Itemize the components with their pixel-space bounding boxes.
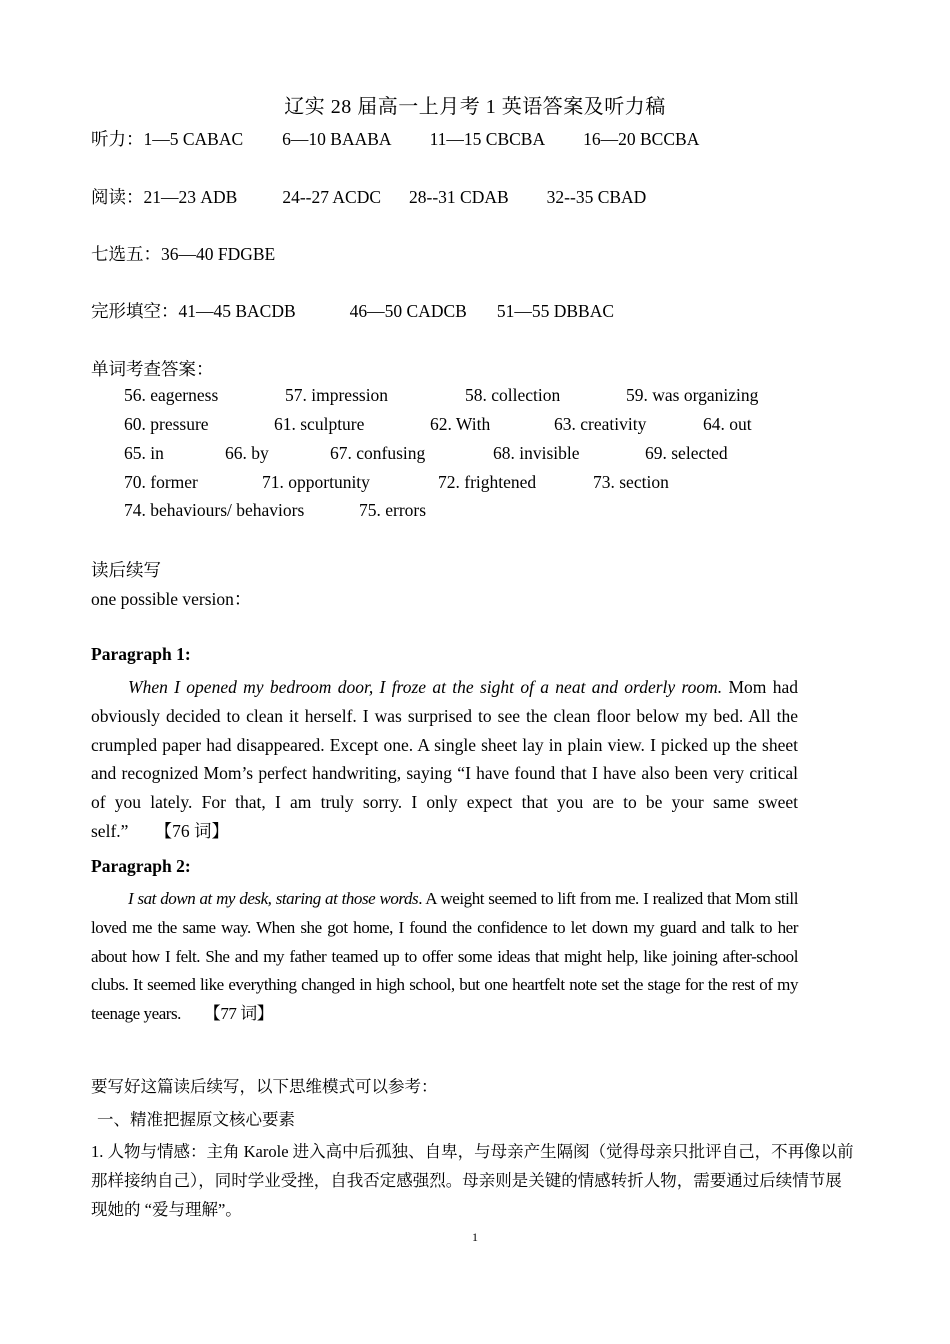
seven-choose-five-label: 七选五： bbox=[91, 244, 161, 264]
page-number: 1 bbox=[472, 1230, 478, 1244]
vocab-answer: 62. With bbox=[430, 414, 491, 434]
paragraph-2-body: . A weight seemed to lift from me. I realized that Mom still loved me the same way. When she got home, I found the confidence to let down my guard and talk to her about how I felt. She and my father teamed up to offer some ideas that might help, like joining after-school clubs. It seemed like everything changed in high school, but one heartfelt note set the stage for the rest of my teenage years. bbox=[91, 889, 798, 1024]
cloze-group: 51—55 DBBAC bbox=[496, 301, 615, 321]
reading-group: 21—23 ADB bbox=[143, 187, 238, 207]
vocab-answer: 67. confusing bbox=[330, 443, 426, 463]
analysis-point-1 bbox=[91, 1137, 856, 1224]
vocab-answer: 74. behaviours/ behaviors bbox=[124, 500, 305, 520]
listening-label: 听力： bbox=[91, 129, 144, 149]
vocab-answer: 61. sculpture bbox=[274, 414, 365, 434]
vocab-answer: 71. opportunity bbox=[262, 472, 370, 492]
reading-group: 32--35 CBAD bbox=[546, 187, 647, 207]
vocab-answer: 57. impression bbox=[285, 385, 389, 405]
page-title: 辽实 28 届高一上月考 1 英语答案及听力稿 bbox=[284, 96, 666, 118]
vocab-answer: 65. in bbox=[124, 443, 164, 463]
reading-line bbox=[91, 184, 646, 209]
paragraph-2-word-count: 【77 词】 bbox=[203, 1004, 274, 1024]
analysis-intro: 要写好这篇读后续写，以下思维模式可以参考： bbox=[91, 1077, 438, 1096]
paragraph-2-label: Paragraph 2: bbox=[91, 856, 191, 876]
reading-label: 阅读： bbox=[91, 187, 144, 207]
paragraph-2 bbox=[91, 885, 798, 1029]
vocab-heading: 单词考查答案： bbox=[91, 359, 214, 379]
paragraph-1-opening: When I opened my bedroom door, I froze at the sight of a neat and orderly room. bbox=[128, 677, 723, 697]
vocab-answer: 56. eagerness bbox=[124, 385, 219, 405]
seven-choose-five-line bbox=[91, 241, 275, 266]
vocab-answer: 72. frightened bbox=[438, 472, 537, 492]
cloze-line bbox=[91, 298, 614, 323]
paragraph-1-label: Paragraph 1: bbox=[91, 644, 191, 664]
vocab-answer: 69. selected bbox=[645, 443, 728, 463]
paragraph-1 bbox=[91, 673, 798, 846]
listening-group: 11—15 CBCBA bbox=[429, 129, 546, 149]
cloze-group: 41—45 BACDB bbox=[178, 301, 296, 321]
vocab-answer: 70. former bbox=[124, 472, 198, 492]
vocab-answer: 63. creativity bbox=[554, 414, 647, 434]
continuation-subheading: one possible version： bbox=[91, 589, 252, 609]
seven-choose-five-group: 36—40 FDGBE bbox=[161, 244, 276, 264]
paragraph-2-opening: I sat down at my desk, staring at those words bbox=[128, 889, 419, 908]
listening-group: 1—5 CABAC bbox=[143, 129, 244, 149]
continuation-heading: 读后续写 bbox=[91, 560, 161, 580]
vocab-answer: 68. invisible bbox=[493, 443, 580, 463]
vocab-answer: 59. was organizing bbox=[626, 385, 759, 405]
listening-group: 16—20 BCCBA bbox=[583, 129, 700, 149]
vocab-answer: 73. section bbox=[593, 472, 669, 492]
paragraph-1-word-count: 【76 词】 bbox=[154, 820, 230, 841]
paragraph-1-body: Mom had obviously decided to clean it herself. I was surprised to see the clean floor below my bed. All the crumpled paper had disappeared. Except one. A single sheet lay in plain view. I picked up the sheet and recognized Mom’s perfect handwriting, saying “I have found that I have also been very critical of you lately. For that, I am truly sorry. I only expect that you are to be your same sweet self.” bbox=[91, 677, 798, 841]
vocab-answer: 66. by bbox=[225, 443, 269, 463]
vocab-answer: 60. pressure bbox=[124, 414, 209, 434]
reading-group: 28--31 CDAB bbox=[409, 187, 509, 207]
analysis-point-1-text: 1. 人物与情感：主角 Karole 进入高中后孤独、自卑，与母亲产生隔阂（觉得母亲只批评自己，不再像以前那样接纳自己），同时学业受挫，自我否定感强烈。母亲则是关键的情感转折人物，需要通过后续情节展现她的 “爱与理解”。 bbox=[91, 1142, 854, 1219]
cloze-group: 46—50 CADCB bbox=[349, 301, 467, 321]
listening-group: 6—10 BAABA bbox=[282, 129, 392, 149]
vocab-answer: 64. out bbox=[703, 414, 752, 434]
reading-group: 24--27 ACDC bbox=[282, 187, 382, 207]
vocab-answer: 75. errors bbox=[359, 500, 427, 520]
vocab-answer: 58. collection bbox=[465, 385, 561, 405]
cloze-label: 完形填空： bbox=[91, 301, 179, 321]
listening-line bbox=[91, 126, 699, 151]
analysis-section-1: 一、精准把握原文核心要素 bbox=[97, 1110, 295, 1129]
